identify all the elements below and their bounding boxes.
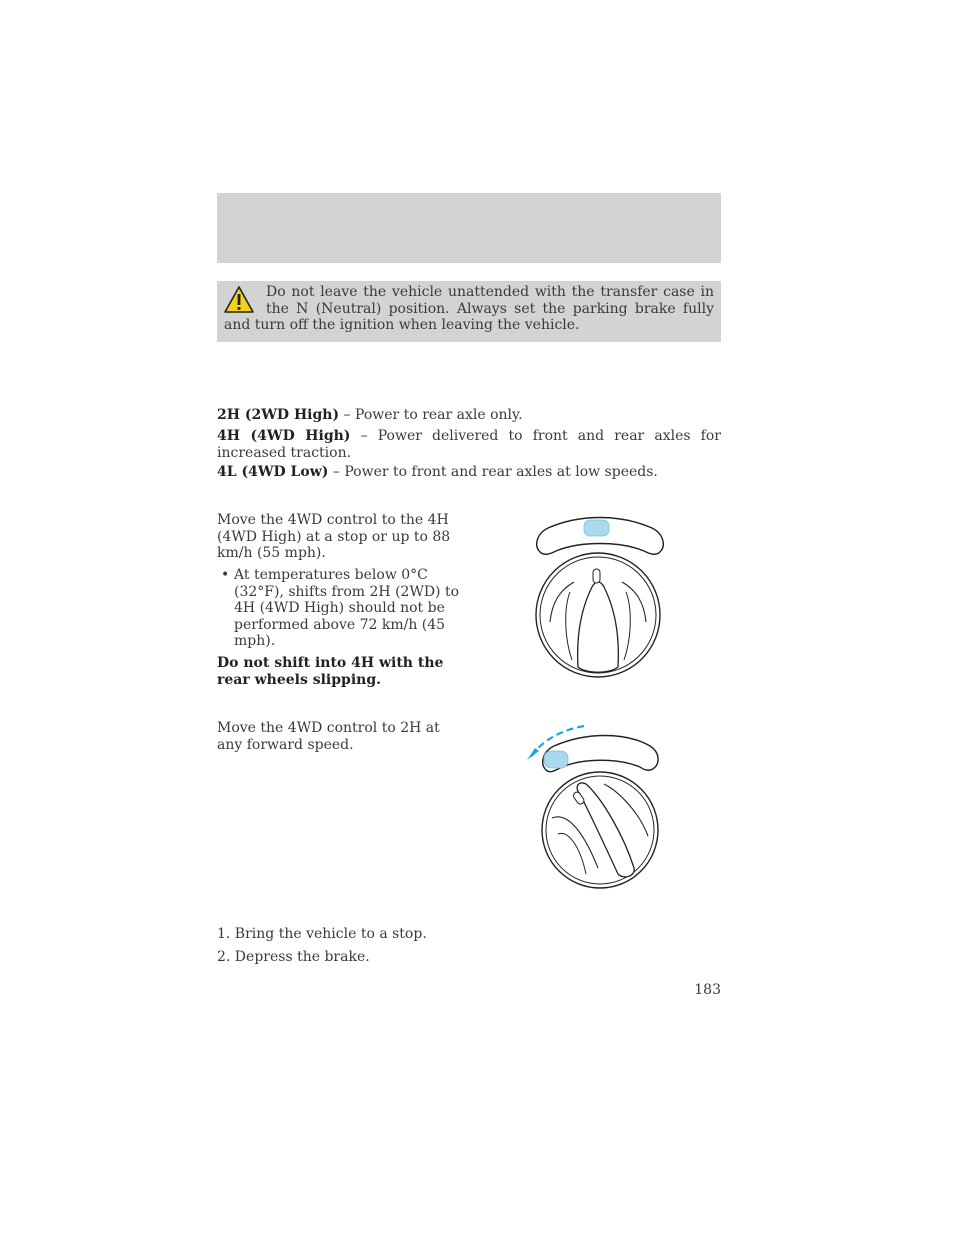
shift-4h-caution (217, 655, 462, 688)
arrow-head-icon (527, 748, 539, 760)
4wd-control-4h-illustration (530, 512, 670, 682)
mode-4l (217, 464, 721, 481)
mode-4h-desc: – Power delivered to front and rear axles for increased traction. (217, 428, 721, 461)
mode-4h (217, 428, 721, 461)
mode-2h-desc: – Power to rear axle only. (339, 407, 523, 423)
page-number: 183 (694, 982, 721, 998)
warning-text: Do not leave the vehicle unattended with the transfer case in the N (Neutral) position. Always set the parking brake fully and turn off the ignition when leaving the vehicle. (224, 284, 714, 333)
4wd-control-2h-illustration (522, 718, 667, 890)
mode-2h (217, 407, 721, 424)
4h-indicator-light (584, 520, 609, 536)
shift-4h-intro: Move the 4WD control to the 4H (4WD High) at a stop or up to 88 km/h (55 mph). (217, 512, 451, 561)
step-1: 1. Bring the vehicle to a stop. (217, 926, 427, 942)
mode-4h-label: 4H (4WD High) (217, 428, 351, 444)
2h-indicator-light (544, 751, 568, 768)
shift-2h-intro: Move the 4WD control to 2H at any forward speed. (217, 720, 440, 753)
mode-2h-label: 2H (2WD High) (217, 407, 340, 423)
step-2: 2. Depress the brake. (217, 949, 370, 965)
section-header-band (217, 193, 721, 263)
warning-box (217, 281, 721, 342)
bullet-icon: • (221, 567, 230, 583)
mode-4l-desc: – Power to front and rear axles at low speeds. (328, 464, 658, 480)
shift-4h-caution-text: Do not shift into 4H with the rear wheels slipping. (217, 655, 444, 688)
mode-4l-label: 4L (4WD Low) (217, 464, 329, 480)
shift-4h-bullet-text: At temperatures below 0°C (32°F), shifts from 2H (2WD) to 4H (4WD High) should not be performed above 72 km/h (45 mph). (234, 567, 460, 649)
